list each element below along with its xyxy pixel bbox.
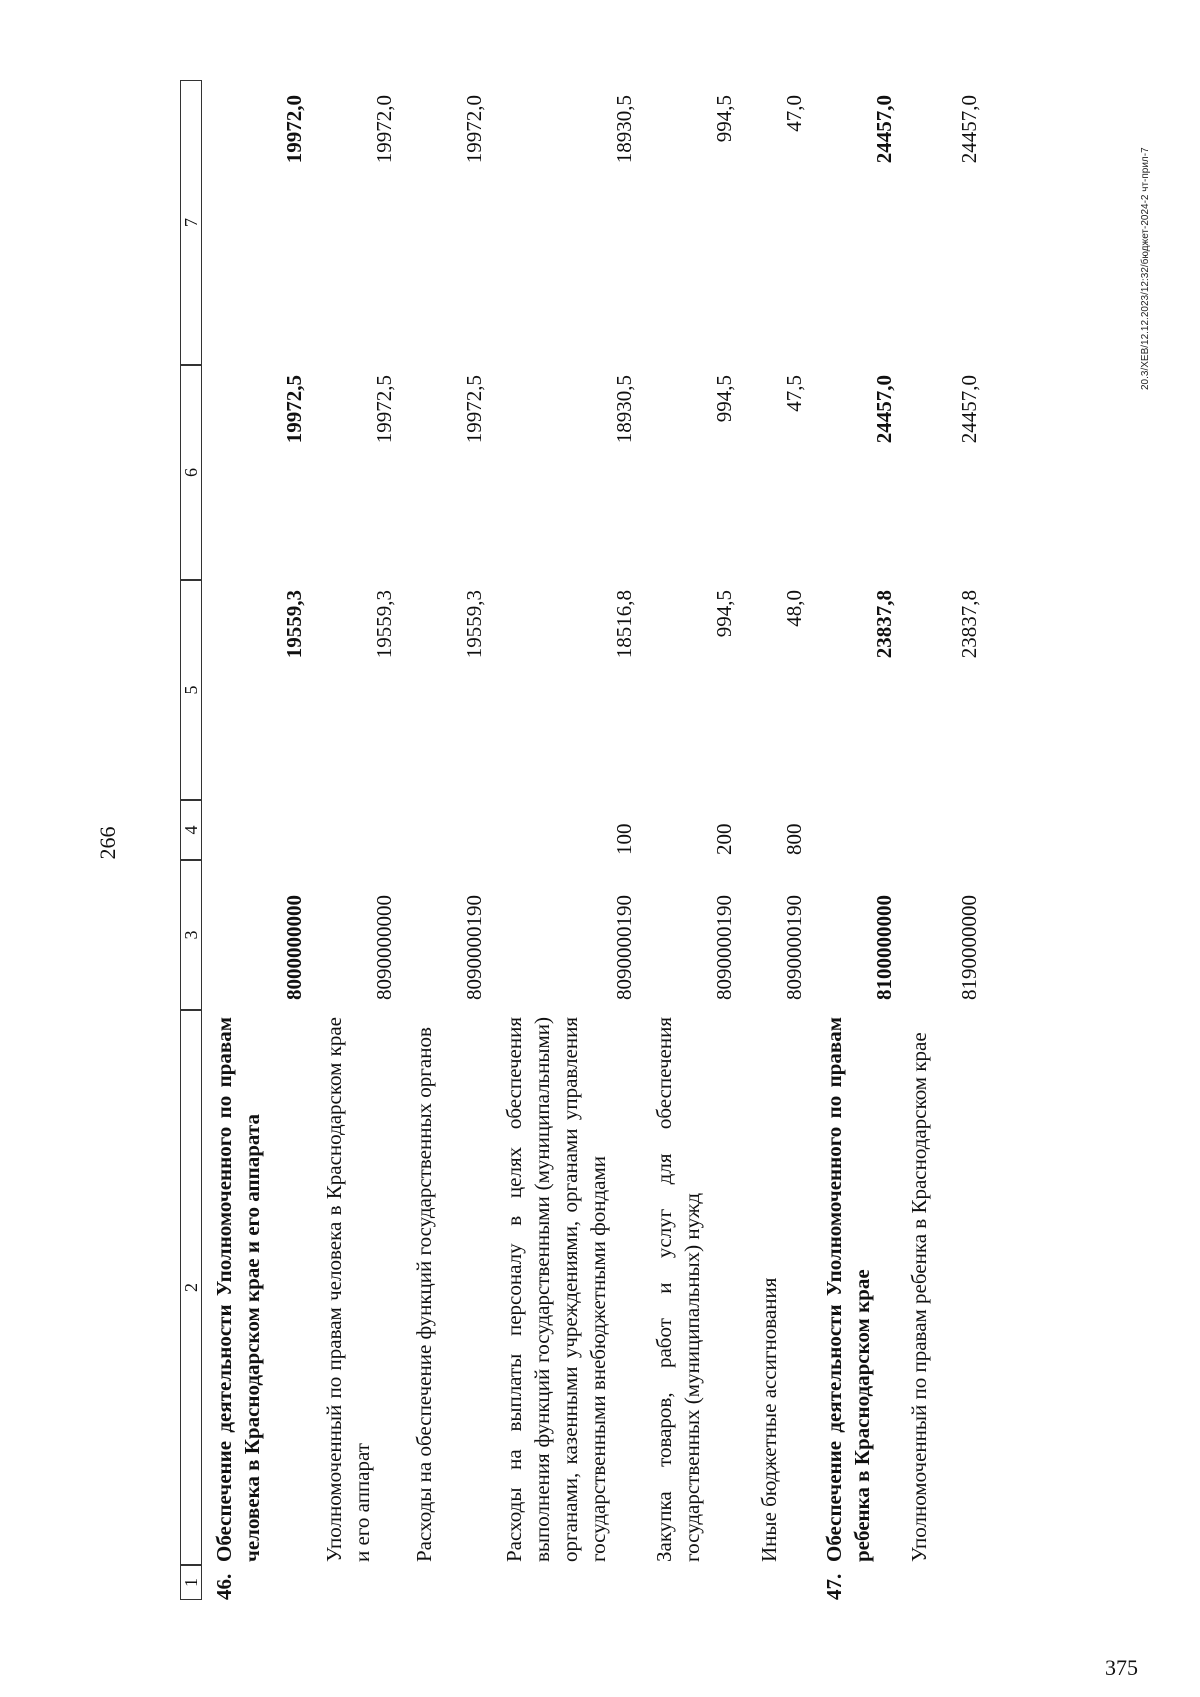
cell-v5: 19559,3 — [282, 590, 306, 659]
cell-v6: 24457,0 — [957, 375, 981, 444]
cell-v6: 994,5 — [712, 375, 736, 423]
cell-v6: 19972,5 — [372, 375, 396, 444]
cell-v7: 24457,0 — [957, 95, 981, 164]
cell-code: 8090000190 — [782, 895, 806, 1000]
cell-code: 8090000190 — [462, 895, 486, 1000]
cell-n: 46. — [212, 1573, 236, 1600]
cell-vr: 100 — [612, 823, 636, 855]
cell-code: 8190000000 — [957, 895, 981, 1000]
cell-v5: 18516,8 — [612, 590, 636, 659]
cell-v6: 47,5 — [782, 375, 806, 412]
cell-v7: 19972,0 — [462, 95, 486, 164]
cell-name: Обеспечение деятельности Уполномоченного по правам человека в Краснодарском крае и его аппарата — [212, 1017, 264, 1562]
cell-v5: 994,5 — [712, 590, 736, 638]
cell-v6: 19972,5 — [282, 375, 306, 444]
cell-code: 8090000190 — [612, 895, 636, 1000]
cell-v7: 994,5 — [712, 95, 736, 143]
cell-name: Иные бюджетные ассигнования — [757, 1277, 781, 1562]
footer-code: 20.3/XEB/12.12.2023/12:32/бюджет-2024-2 чт-прил-7 — [1140, 147, 1151, 390]
cell-vr: 200 — [712, 823, 736, 855]
page-number-top: 266 — [95, 826, 120, 860]
cell-code: 8090000190 — [712, 895, 736, 1000]
budget-table — [180, 80, 1040, 1600]
header-col-5: 5 — [180, 580, 202, 800]
cell-v7: 24457,0 — [872, 95, 896, 164]
cell-v7: 47,0 — [782, 95, 806, 132]
cell-code: 8090000000 — [372, 895, 396, 1000]
page-number-bottom: 375 — [1105, 1655, 1138, 1680]
cell-v6: 19972,5 — [462, 375, 486, 444]
cell-name: Уполномоченный по правам ребенка в Краснодарском крае — [907, 1032, 931, 1562]
cell-v7: 18930,5 — [612, 95, 636, 164]
header-col-3: 3 — [180, 860, 202, 1010]
header-col-1: 1 — [180, 1565, 202, 1600]
header-col-7: 7 — [180, 80, 202, 365]
cell-name: Расходы на обеспечение функций государственных органов — [412, 1027, 436, 1562]
cell-name: Расходы на выплаты персоналу в целях обеспечения выполнения функций государственными (муниципальными) органами, казенными учреждениями, органами управления государственными внебюджетными фондами — [502, 1017, 610, 1562]
budget-table-rotated — [180, 80, 1040, 1600]
cell-n: 47. — [822, 1573, 846, 1600]
cell-code: 8000000000 — [282, 895, 306, 1000]
cell-code: 8100000000 — [872, 895, 896, 1000]
cell-v7: 19972,0 — [372, 95, 396, 164]
header-col-2: 2 — [180, 1010, 202, 1565]
cell-name: Обеспечение деятельности Уполномоченного по правам ребенка в Краснодарском крае — [822, 1017, 874, 1562]
cell-v5: 23837,8 — [872, 590, 896, 659]
header-col-4: 4 — [180, 800, 202, 860]
cell-v7: 19972,0 — [282, 95, 306, 164]
header-col-6: 6 — [180, 365, 202, 580]
cell-name: Закупка товаров, работ и услуг для обеспечения государственных (муниципальных) нужд — [652, 1017, 704, 1562]
cell-vr: 800 — [782, 823, 806, 855]
cell-v6: 24457,0 — [872, 375, 896, 444]
cell-v5: 48,0 — [782, 590, 806, 627]
cell-v5: 23837,8 — [957, 590, 981, 659]
cell-v5: 19559,3 — [462, 590, 486, 659]
cell-v6: 18930,5 — [612, 375, 636, 444]
cell-v5: 19559,3 — [372, 590, 396, 659]
cell-name: Уполномоченный по правам человека в Краснодарском крае и его аппарат — [322, 1017, 374, 1562]
